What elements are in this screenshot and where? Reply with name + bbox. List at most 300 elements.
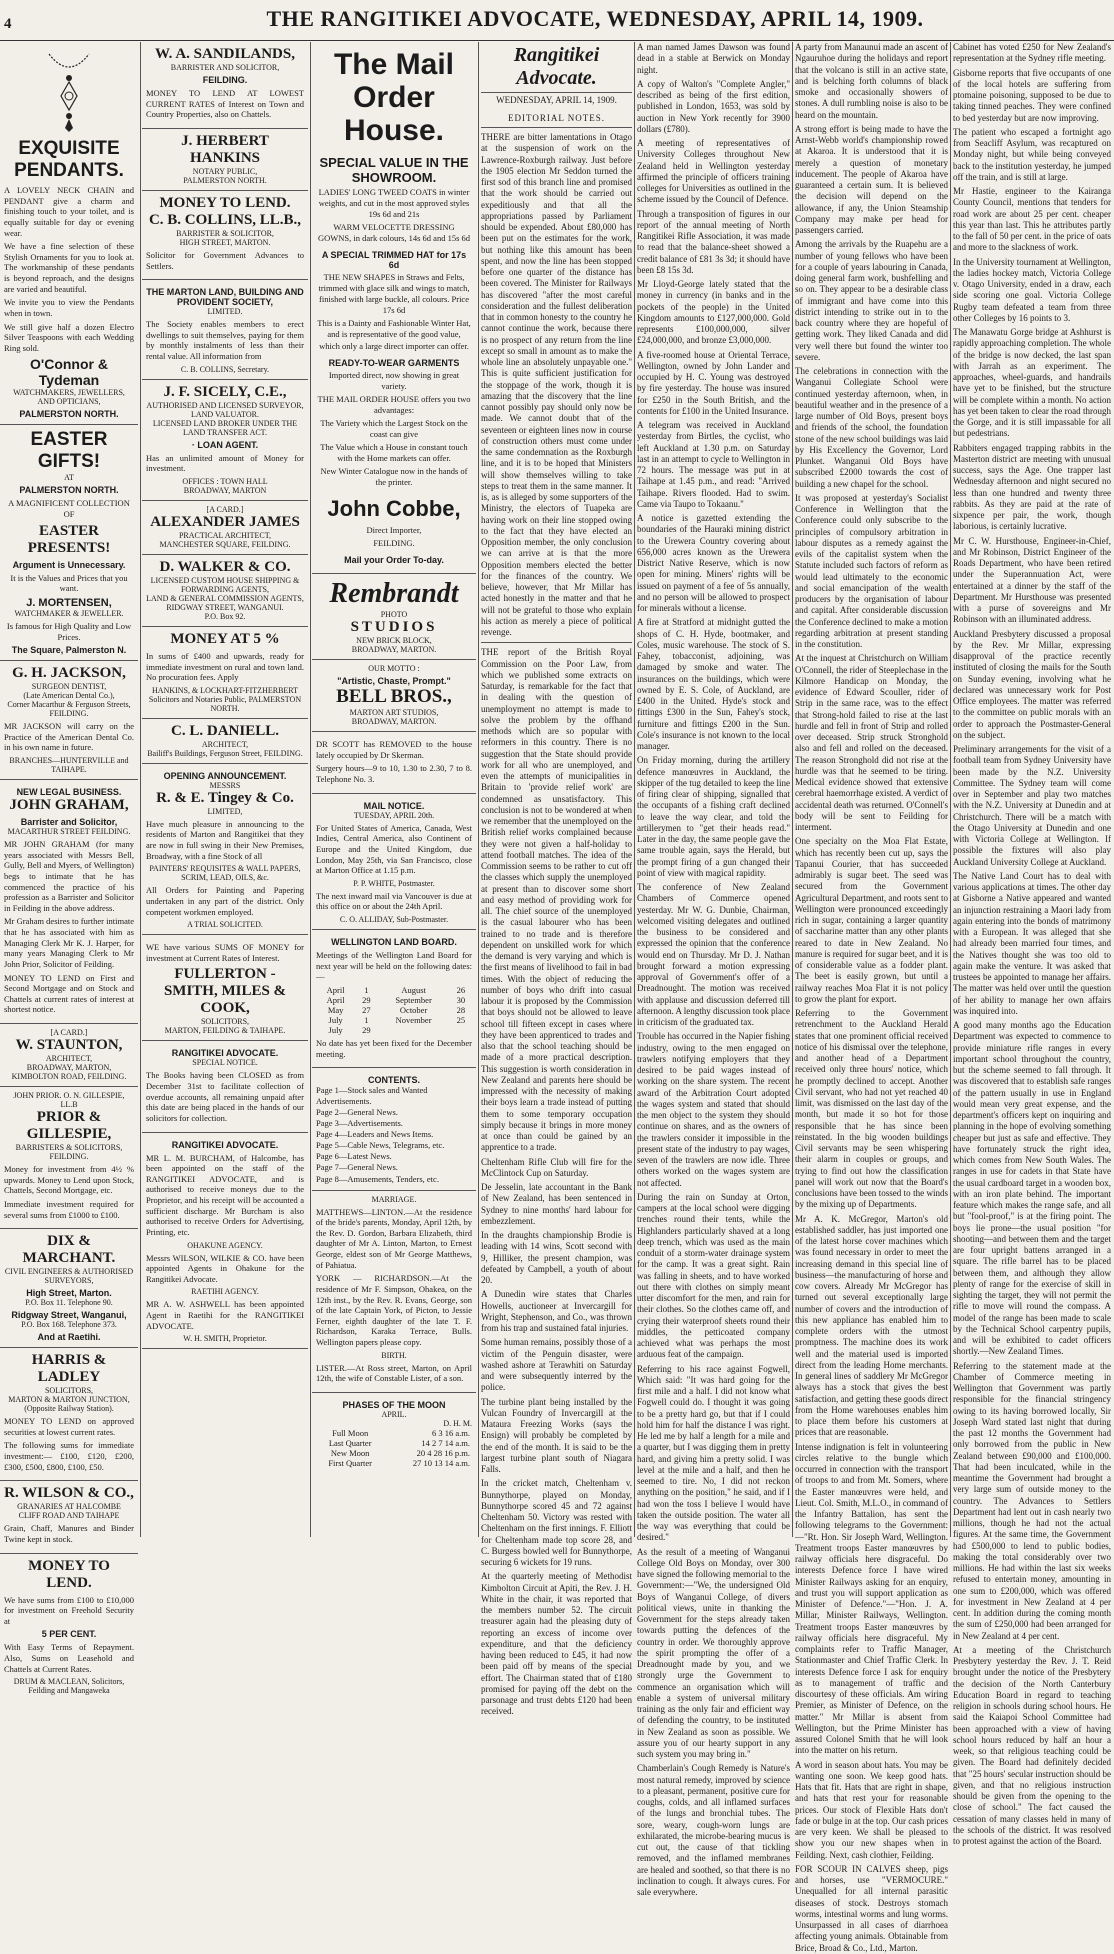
mail-special: SPECIAL VALUE IN THE SHOWROOM. bbox=[319, 155, 469, 185]
mail-item: THE MAIL ORDER HOUSE offers you two advantages: bbox=[317, 393, 471, 415]
contents-box bbox=[312, 1068, 476, 1190]
birth-heading: BIRTH. bbox=[381, 1350, 407, 1360]
table-cell: 6 3 16 a.m. bbox=[431, 1427, 470, 1438]
news-paragraph: Among the arrivals by the Ruapehu are a number of young fellows who have been for a couple of years labouring in Canada, doing general farm work, bushfelling and so on. They appear to be a desirable class of immigrant and have come into this district intending to strike out in to the back country where they are hopeful of getting work. They liked Canada and did very well there but found the winter too severe. bbox=[795, 239, 948, 362]
fullerton-ad bbox=[142, 935, 308, 1041]
news-paragraph: A notice is gazetted extending the boundaries of the Hauraki mining district to the Urewera Country covering about 656,000 acres known as the Urewera District Native Reserve, which is now open for mining. Miners' rights will be issued on payment of a fee of 5s annually, and no person will be allowed to prospect for minerals without a license. bbox=[637, 513, 790, 613]
prior-heading: PRIOR & GILLESPIE, bbox=[26, 1109, 112, 1142]
news-paragraph: A word in season about hats. You may be wanting one soon. We keep good hats. Hats that fit. Hats that are right in shape, and hats that rest your for reasonable prices. Our stock of Flexible Hats don't fade or bulge in at the top. Our cash prices are very keen. We shall be pleased to show you our new shapes when in Feilding. Next, cash clothier, Feilding. bbox=[795, 1759, 948, 1860]
daniell-place: Bailiff's Buildings, Ferguson Street, FEILDING. bbox=[147, 748, 303, 758]
page-number: 4 bbox=[4, 16, 12, 32]
paper-date: WEDNESDAY, APRIL 14, 1909. bbox=[481, 92, 632, 105]
mail-item: WARM VELOCETTE DRESSING GOWNS, in dark colours, 14s 6d and 15s 6d bbox=[317, 222, 471, 244]
mail-notice-sign: C. O. ALLIDAY, Sub-Postmaster. bbox=[339, 915, 449, 924]
mortensen-trade: WATCHMAKER & JEWELLER. bbox=[14, 608, 124, 618]
tingey-top: OPENING ANNOUNCEMENT. bbox=[163, 770, 287, 781]
table-cell: 25 bbox=[456, 1014, 466, 1025]
easter-gifts-ad bbox=[0, 425, 138, 661]
alexander-place: MANCHESTER SQUARE, FEILDING. bbox=[159, 539, 291, 549]
land-board-body: Meetings of the Wellington Land Board for next year will be held on the following dates:— bbox=[316, 950, 472, 982]
money5-firm: HANKINS, & LOCKHART-FITZHERBERT bbox=[151, 685, 299, 695]
moon-cols: D. H. M. bbox=[443, 1418, 472, 1428]
hankins-place: PALMERSTON NORTH. bbox=[183, 175, 267, 185]
scott-ad bbox=[312, 732, 476, 794]
building-society-ad bbox=[142, 280, 308, 380]
news-paragraph: A telegram was received in Auckland yesterday from Birtles, the cyclist, who left Auckland at 1.30 p.m. on Saturday last in an attempt to cycle to Wellington in 72 hours. The message was put in at Taihape at 1.45 p.m., and read: "Arrived Taihape. Rivers flooded. Had to swim. Came via Taupo to Tokaanu." bbox=[637, 420, 790, 509]
land-board-table bbox=[316, 985, 472, 1035]
news-paragraph: Through a transposition of figures in our report of the annual meeting of North Rangitikei Rifle Association, it was made to read that the balance-sheet showed a credit balance of £81 3s 3d; it should have been £8 15s 3d. bbox=[637, 208, 790, 275]
jackson-heading: G. H. JACKSON, bbox=[12, 665, 126, 682]
special-notice-ad bbox=[142, 1041, 308, 1132]
news-paragraph: A Dunedin wire states that Charles Howells, auctioneer at Invercargill for Wright, Stephenson, and Co., was thrown from his trap and sustained fatal injuries. bbox=[481, 1289, 632, 1333]
news-paragraph: Gisborne reports that five occupants of one of the local hotels are suffering from ptomaine poisoning, supposed to be due to taking tinned peaches. They were confined to bed yesterday but are now improving. bbox=[953, 67, 1111, 123]
graham-address: MACARTHUR STREET FEILDING. bbox=[7, 827, 131, 836]
news-paragraph: Referring to his race against Fogwell, Which said: "It was hard going for the first mile and a half. I did not know what Fogwell could do. I thought it was going to be a pretty hard go, but that if I could hold him for half the distance I was right. He led me by half a length for a mile and a quarter, but I was digging them in pretty hard, and giving him a pretty solid. I was level at the mile and a half, and then he seemed to tire. No, I did not reckon anything on the position," he said, and if I had won the toss I believe I would have taken the outside position. The water all the way was everything that could be desired." bbox=[637, 1363, 790, 1543]
contents-item: Page 5—Cable News, Telegrams, etc. bbox=[316, 1140, 445, 1151]
fullerton-sub: SOLICITORS, bbox=[200, 1017, 250, 1027]
harris-body: The following sums for immediate investment:— £100, £120, £200, £300, £500, £800, £100, £50. bbox=[4, 1440, 134, 1472]
sicely-office: OFFICES : TOWN HALL bbox=[182, 476, 268, 486]
news-paragraph: The conference of New Zealand Chambers of Commerce opened yesterday. Mr W. G. Dunbie, Chairman, welcomed visiting delegates and outlined the business to be considered and expressed the opinion that the conference would end on Thursday. Mr D. J. Nathan brought forward a motion expressing approval of Government's offer of a Dreadnought. The motion was received with applause and discussion deferred till afternoon. A lengthy discussion took place in criticism of the graduated tax. bbox=[637, 882, 790, 1027]
jackson-address: Corner Macarthur & Ferguson Streets, FEILDING. bbox=[7, 700, 131, 719]
walker-heading: D. WALKER & CO. bbox=[159, 558, 291, 575]
news-paragraph: The Native Land Court has to deal with various applications at times. The other day at Gisborne a Native appeared and wanted an injunction restraining a Maori lady from again entering into the bonds of matrimony with a European. It was alleged that she had already been married four times, and the Natives thought she was too old to again make the venture. It was asked that trustees be appointed to manage her affairs. The matter was held over until the question of her ability to manage her own affairs was inquired into. bbox=[953, 870, 1111, 1016]
mail-item: New Winter Catalogue now in the hands of the printer. bbox=[320, 465, 468, 487]
bell-motto: "Artistic, Chaste, Prompt." bbox=[337, 676, 451, 687]
column-2-ads bbox=[142, 42, 308, 1537]
column-1-ads bbox=[0, 42, 138, 1696]
news-paragraph: A copy of Walton's "Complete Angler," described as being of the first edition, published in London, 1653, was sold by auction in New York recently for 3900 dollars (£780). bbox=[637, 78, 790, 134]
news-paragraph: The patient who escaped a fortnight ago from Seacliff Asylum, was recaptured on Monday night, but while being conveyed back to the institution yesterday, he jumped off the train, and is still at large. bbox=[953, 126, 1111, 182]
column-rule bbox=[310, 42, 311, 1537]
table-cell: 29 bbox=[362, 1024, 371, 1035]
news-paragraph: Auckland Presbytery discussed a proposal by the Rev. Mr Millar, expressing disapproval of the practice recently instituted of closing the mails for the South on Sunday evening, involving what he declared was unnecessary work for Post Office employees. The matter was referred to the committee on public morals with an order to approach the Postmaster-General on the subject. bbox=[953, 628, 1111, 740]
news-paragraph: Preliminary arrangements for the visit of a football team from Sydney University have been made by the N.Z. University Committee. The Sydney team will come over in September and play two matches with the N.Z. University at Dunedin and at Christchurch. There will be a match with the Otago University at Dunedin and one with Victoria College at Wellington. If possible the fixtures will also play Auckland University College at Auckland. bbox=[953, 744, 1111, 867]
mail-notice-body: The next inward mail via Vancouver is due at this office on or about the 24th April. bbox=[316, 890, 472, 912]
tingey-body: PAINTERS' REQUISITES & WALL PAPERS, SCRIM, LEAD, OILS, &c. bbox=[149, 864, 301, 883]
money-firm: DRUM & MACLEAN, Solicitors, Feilding and Mangaweka bbox=[13, 1677, 125, 1696]
news-body bbox=[953, 42, 1111, 1847]
column-5-news bbox=[637, 42, 790, 1897]
news-paragraph: The celebrations in connection with the Wanganui Collegiate School were continued yesterday afternoon, when, in beautiful weather and in the presence of a large number of Old Boys, present boys and friends of the school, the foundation stone of the new school buildings was laid by His Excellency the Governor, Lord Plunket. Wanganui Old Boys have subscribed £2000 towards the cost of building a new chapel for the school. bbox=[795, 366, 948, 489]
news-paragraph: Mr Lloyd-George lately stated that the money in currency (in banks and in the pockets of the people) in the United Kingdom amounts to £127,000,000. Gold represents £100,000,000, silver £24,000,000, and bronze £3,000,000. bbox=[637, 279, 790, 346]
table-row bbox=[316, 985, 472, 995]
notice-sub: SPECIAL NOTICE. bbox=[192, 1058, 258, 1068]
marriage-notices bbox=[312, 1191, 476, 1393]
news-paragraph: Rabbiters engaged trapping rabbits in the Masterton district are meeting with unusual success, says the Age. One trapper last Wednesday afternoon and night secured no less than one hundred and twenty three rabbits. As they are paid at the rate of sixpence per pair, the work, though laborious, is certainly lucrative. bbox=[953, 442, 1111, 532]
bell-heading: BELL BROS., bbox=[336, 686, 452, 708]
table-cell: 29 bbox=[362, 994, 371, 1005]
cobbe-importer: Direct Importer, bbox=[366, 525, 422, 536]
table-cell: 28 bbox=[456, 1004, 466, 1015]
mail-notice-date: TUESDAY, APRIL 20th. bbox=[353, 810, 435, 820]
pendants-ad bbox=[0, 42, 138, 425]
news-paragraph: Cheltenham Rifle Club will fire for the McClintock Cup on Saturday. bbox=[481, 1156, 632, 1178]
daniell-heading: C. L. DANIELL. bbox=[171, 722, 279, 739]
contents-item: Page 4—Leaders and News Items. bbox=[316, 1129, 434, 1140]
table-cell: 14 2 7 14 a.m. bbox=[421, 1437, 470, 1448]
table-cell: 30 bbox=[456, 994, 466, 1005]
ohakune-body: Messrs WILSON, WILKIE & CO. have been appointed Agents in Ohakune for the Rangitikei Advocate. bbox=[146, 1252, 304, 1284]
card-label: [A CARD.] bbox=[50, 1028, 88, 1037]
divider bbox=[481, 642, 632, 643]
money-rate: 5 PER CENT. bbox=[41, 1629, 97, 1640]
mail-notice-sign: P. P. WHITE, Postmaster. bbox=[353, 878, 435, 888]
daniell-sub: ARCHITECT, bbox=[201, 739, 249, 749]
graham-ad bbox=[0, 780, 138, 1024]
news-body bbox=[795, 42, 948, 1954]
news-paragraph: Some human remains, possibly those of a victim of the Penguin disaster, were washed ashore at Terawhiti on Saturday and were subsequently interred by the police. bbox=[481, 1337, 632, 1393]
table-row bbox=[316, 1428, 472, 1438]
news-paragraph: Referring to the statement made at the Chamber of Commerce meeting in Wellington that Government was partly responsible for the financial stringency owing to its having borrowed locally, Sir Joseph Ward stated last night that during the past 12 months the Government had only borrowed from the public in New Zealand between £90,000 and £100,000. That had been inculcated, while in the meantime the Government had brought a very large sum of outside money to the country. The Advances to Settlers Department had lent out in cash nearly two millions, though he had not the actual figures. At the same time, the Government had £500,000 to lend to public bodies, making the total considerably over two millions. He had within the last six weeks refused to entertain money, amounting in one sum to £200,000, which was offered for investment in New Zealand at 4 per cent. In addition during the coming month the sum of £250,000 had been arranged for in New Zealand at 4 per cent. bbox=[953, 1360, 1111, 1641]
cobbe-place: FEILDING. bbox=[373, 538, 415, 549]
money-5-ad bbox=[142, 627, 308, 719]
table-cell: July bbox=[328, 1024, 343, 1035]
table-cell: October bbox=[399, 1004, 428, 1015]
table-cell bbox=[378, 1025, 450, 1035]
birth-body: LISTER.—At Ross street, Marton, on April 12th, the wife of Constable Lister, of a son. bbox=[316, 1362, 472, 1384]
contents-item: Page 1—Stock sales and Wanted Advertisements. bbox=[316, 1085, 428, 1107]
table-row bbox=[316, 995, 472, 1005]
table-cell: August bbox=[401, 984, 426, 995]
fullerton-heading: FULLERTON - SMITH, MILES & COOK, bbox=[163, 966, 287, 1017]
editorial-body bbox=[481, 132, 632, 1718]
sicely-sub: LICENSED LAND BROKER UNDER THE LAND TRANSFER ACT. bbox=[152, 418, 298, 437]
news-paragraph: A strong effort is being made to have the Arnst-Webb world's championship rowed at Akaroa. It is understood that it is merely a question of monetary inducement. The people of Akaroa have guaranteed a certain sum. It is believed the decision will depend on the allowance, if any, the Union Steamship Company may make per head for passengers carried. bbox=[795, 123, 948, 235]
mail-notice-body: For United States of America, Canada, West Indies, Central America, also Continent of Europe and the United Kingdom, due London, May 25th, via San Francisco, close at Marton Office at 1.15 p.m. bbox=[316, 822, 472, 876]
money-body: We have sums from £100 to £10,000 for investment on Freehold Security at bbox=[4, 1594, 134, 1626]
moon-heading: PHASES OF THE MOON bbox=[342, 1399, 446, 1410]
table-row bbox=[316, 1015, 472, 1025]
column-rule bbox=[634, 42, 635, 1537]
table-row bbox=[316, 1458, 472, 1468]
prior-names: JOHN PRIOR. O. N. GILLESPIE, LL.B bbox=[13, 1091, 125, 1109]
hankins-sub: NOTARY PUBLIC, bbox=[192, 166, 258, 176]
news-paragraph: Mr C. W. Hursthouse, Engineer-in-Chief, and Mr Robinson, District Engineer of the Roads Department, who have been retired under the Superannuation Act, were entertained at a dinner by the staff of the Department. Mr Hursthouse was presented with a purse of sovereigns and Mr Robinson with an illuminated address. bbox=[953, 535, 1111, 625]
marriage-heading: MARRIAGE. bbox=[371, 1194, 417, 1204]
harris-sub: SOLICITORS, bbox=[44, 1386, 94, 1396]
mail-item: READY-TO-WEAR GARMENTS bbox=[328, 357, 460, 368]
easter-line: Is famous for High Quality and Low Prices. bbox=[6, 620, 132, 642]
table-row bbox=[316, 1438, 472, 1448]
news-paragraph: A good many months ago the Education Department was expected to commence to provide miniature rifle ranges in every important school throughout the country, but the scheme seemed to fall through. It was discovered that to establish safe ranges of the pattern usually in use in England would mean very great expense, and the department's officers kept on inquiring and planning in the hope of evolving something cheaper but just as safe and effective. They have fortunately struck the right idea, which comes from New South Wales. The ranges in use for cadets in that State have the usual cardboard target in a wooden box, with an iron plate behind. The important feature which makes the range safe, and all but "fool-proof," is at the firing point. The boys lie prone—the usual position "for shooting—and between them and the target are four upright battens arranged in a square. The rifle barrel has to be placed between them, and although they allow plenty of range for the exercise of skill in sighting the target, they will not permit the rifle to move will round the compass. A model of the range has been made to scale by the Technical School carpentry pupils, and will be exhibited to cadet officers shortly.—New Zealand Times. bbox=[953, 1020, 1111, 1357]
table-cell: November bbox=[395, 1014, 432, 1025]
prior-sub: BARRISTERS & SOLICITORS, bbox=[15, 1143, 123, 1152]
hankins-ad bbox=[142, 129, 308, 191]
mortensen-name: J. MORTENSEN, bbox=[26, 596, 112, 609]
land-board-note: No date has yet been fixed for the December meeting. bbox=[316, 1037, 472, 1059]
sicely-body: Has an unlimited amount of Money for investment. bbox=[146, 452, 304, 474]
mail-notice bbox=[312, 794, 476, 930]
jackson-sub: SURGEON DENTIST, bbox=[31, 682, 107, 692]
rembrandt-address: NEW BRICK BLOCK, bbox=[356, 636, 432, 646]
column-rule bbox=[478, 42, 479, 1537]
graham-heading: JOHN GRAHAM, bbox=[9, 797, 129, 813]
news-paragraph: Chamberlain's Cough Remedy is Nature's most natural remedy, improved by science to a pleasant, permanent, positive cure for coughs, colds, and all inflamed surfaces of the lungs and bronchial tubes. The sore, weary, cough-worn lungs are exhilarated, the microbe-bearing mucus is cut out, the cause of that tickling removed, and the inflamed membranes are healed and soothed, so that there is no inclination to cough. It always cures. For sale everywhere. bbox=[637, 1763, 790, 1897]
staunton-address: BROADWAY, MARTON, bbox=[26, 1063, 112, 1072]
staunton-address: KIMBOLTON ROAD, FEILDING. bbox=[11, 1072, 127, 1081]
mail-order-house-ad bbox=[312, 42, 476, 574]
news-paragraph: Referring to the Government retrenchment to the Auckland Herald states that one prominent official received notice of his dismissal over the telephone, and another head of a Department received only three hours' notice, which he promptly declined to accept. Another Civil servant, who had not yet reached 40 limit, was dismissed on the last day of the month, but made it so hot for those responsible that he has since been reinstated. In the big wooden buildings Civil servants may be seen whispering their alarm in couples or groups, and trying to find out how the classification panel will work out now that the Board's conclusions have been tossed to the winds by the mixing up of Departments. bbox=[795, 1008, 948, 1210]
table-cell: September bbox=[395, 994, 432, 1005]
news-paragraph: Mr Hastie, engineer to the Kairanga County Council, mentions that tenders for road work are about 25 per cent. cheaper this year than last. This he attributes partly to the fall of 50 per cent. in the price of oats and more to the slackness of work. bbox=[953, 186, 1111, 253]
dix-address: Ridgway Street, Wanganui, bbox=[11, 1310, 127, 1321]
easter-heading: EASTER GIFTS! bbox=[30, 429, 108, 473]
walker-ad bbox=[142, 555, 308, 627]
easter-place: PALMERSTON NORTH. bbox=[19, 485, 119, 496]
contents-item: Page 2—General News. bbox=[316, 1107, 398, 1118]
column-4-editorial bbox=[481, 42, 632, 1717]
wilson-ad bbox=[0, 1481, 138, 1553]
sicely-loan: · LOAN AGENT. bbox=[191, 439, 259, 450]
staunton-sub: ARCHITECT, bbox=[45, 1054, 93, 1063]
building-sub: LIMITED. bbox=[207, 307, 243, 317]
column-3-ads bbox=[312, 42, 476, 1537]
notice-body: MR L. M. BURCHAM, of Halcombe, has been appointed on the staff of the RANGITIKEI ADVOCATE, and is authorised to receive moneys due to the Proprietor, and his receipt will be accounted a sufficient discharge. Mr Burcham is also authorised to receive Orders for Advertising, Printing, etc. bbox=[146, 1152, 304, 1237]
dix-box: P.O. Box 11. Telephone 90. bbox=[25, 1298, 113, 1308]
prior-place: FEILDING. bbox=[49, 1152, 89, 1161]
dix-heading: DIX & MARCHANT. bbox=[22, 1233, 116, 1267]
walker-box: P.O. Box 92. bbox=[204, 611, 246, 621]
jackson-body: MR JACKSON will carry on the Practice of the American Dental Co. in his own name in future. bbox=[4, 721, 134, 753]
money-to-lend-ad bbox=[0, 1554, 138, 1701]
dix-marchant-ad bbox=[0, 1229, 138, 1348]
money5-body: In sums of £400 and upwards, ready for immediate investment on rural and town land. No procuration fees. Apply bbox=[146, 650, 304, 683]
ohakune-heading: OHAKUNE AGENCY. bbox=[187, 1240, 263, 1250]
cobbe-name: John Cobbe, bbox=[327, 496, 461, 522]
tingey-sub: LIMITED, bbox=[207, 806, 243, 816]
table-cell: 27 bbox=[362, 1004, 371, 1015]
wilson-sub: CLIFF ROAD AND TAIHAPE bbox=[18, 1511, 120, 1521]
pendants-body: We still give half a dozen Electro Silver Teaspoons with each Wedding Ring sold. bbox=[4, 321, 134, 353]
bell-sub: MARTON ART STUDIOS, bbox=[349, 708, 439, 718]
news-paragraph: Mr A. K. McGregor, Marton's old established saddler, has just imported one of the latest horse cover machines which was found necessary in order to meet the increasing demand in this special line of business—the manufacturing of horse and cow covers. Already Mr McGregor has turned out several exceptionally large number of covers and the introduction of this new appliance has enabled him to complete orders with the utmost promptness. The machine does its work well and the material used is imported direct from the leading Home merchants. In general lines of saddlery Mr McGregor always has a stock that gives the best satisfaction, and getting these goods direct from the Home warehouses enables him to place them before his customers at prices that are reasonable. bbox=[795, 1213, 948, 1438]
mail-notice-heading: MAIL NOTICE. bbox=[363, 800, 425, 811]
easter-line: Argument is Unnecessary. bbox=[12, 559, 126, 570]
bell-place: BROADWAY, MARTON. bbox=[351, 717, 437, 727]
sandilands-ad bbox=[142, 42, 308, 129]
news-paragraph: De Jesselin, late accountant in the Bank of New Zealand, has been sentenced in Sydney to nine months' hard labour for embezzlement. bbox=[481, 1182, 632, 1226]
money-body: With Easy Terms of Repayment. Also, Sums on Leasehold and Chattels at Current Rates. bbox=[4, 1642, 134, 1674]
marriage-body: YORK — RICHARDSON.—At the residence of Mr F. Simpson, Ohakea, on the 12th inst., by the Rev. R. Evans, George, son of the late Captain York, of Picton, to Jessie Ferner, eighth daughter of the late T. F. Richardson, Karaka Terrace, Bulls. Wellington papers please copy. bbox=[316, 1273, 472, 1348]
card-label: [A CARD.] bbox=[206, 504, 244, 514]
tingey-body: Have much pleasure in announcing to the residents of Marton and Rangitikei that they are now in full swing in their New Premises, Broadway, with a fine Stock of all bbox=[146, 818, 304, 861]
contents-item: Page 7—General News. bbox=[316, 1162, 398, 1173]
sandilands-heading: W. A. SANDILANDS, bbox=[155, 46, 295, 62]
land-board-heading: WELLINGTON LAND BOARD. bbox=[331, 937, 457, 947]
news-paragraph: A party from Manaunui made an ascent of Ngauruhoe during the holidays and report that the volcano is still in an active state, and is belching forth columns of black smoke and occasionally showers of stones. A dull rumbling noise is also to be heard on the mountain. bbox=[795, 42, 948, 120]
news-paragraph: Intense indignation is felt in volunteering circles relative to the bungle which occurred in connection with the transport of troops to and from Mt. Somers, where the Easter manœuvres were held, and Lieut. Col. Smith, M.L.O., in command of the Infantry Battalion, has sent the following telegrams to the Government:—"Rt. Hon. Sir Joseph Ward, Wellington. Treatment troops Easter manœuvres by railway officials here disgraceful. Do interests Defence force I have wired Minister Railways asking for an enquiry, and trust you will support application as Minister of Defence."—"Hon. J. A. Millar, Minister Railways, Wellington. Treatment troops Easter manœuvres by railway officials here disgraceful. My complaints refer to Traffic Manager, Stationmaster and Chief Traffic Clerk. In interests Defence force I ask for enquiry as to management of traffic and discourtesy of these officials. Am wiring Premier, as Minister of Defence, on the matter." Mr Millar is absent from Wellington, but the Prime Minister has assured Colonel Smith that he will look into the matter on his return. bbox=[795, 1441, 948, 1756]
column-rule bbox=[140, 42, 141, 1537]
news-paragraph: As the result of a meeting of Wanganui College Old Boys on Monday, over 300 have signed the following memorial to the Government:—"We, the undersigned Old Boys of Wanganui College, of divers political views, unite in thanking the Government for the steps already taken towards putting the defences of the country in order. We thoroughly approve the spirit prompting the offer of a Dreadnought made by you, and we strongly urge the Government to commence an organisation which will enable a system of universal military training as the only fair and efficient way of defending the country, to be instituted in New Zealand as soon as possible. We assure you of our hearty support in any such system you may bring in." bbox=[637, 1546, 790, 1759]
collins-sub: BARRISTER & SOLICITOR, bbox=[176, 228, 274, 238]
column-6-news bbox=[795, 42, 948, 1953]
news-paragraph: THERE are bitter lamentations in Otago at the suspension of work on the Lawrence-Roxburgh railway. Just before the 1905 election Mr Seddon turned the first sod of this branch line and promised that the work should be carried out expeditiously and that all the appropriations passed by Parliament should be expended. About £80,000 has been put on the estimates for the work, but nothing like this amount has been spent, and now the line has been stopped before one quarter of the distance has been covered. The Minister for Railways has discovered "after the most careful consideration and the fullest deliberation that in common honesty to the country he cannot continue the work, because there is no prospect of any return from the line except so small in amount as to make the whole line an absolutely unpayable one." This is quite sufficient justification for the stoppage of the work, though it is amazing that the discovery that the line cannot possibly pay should only now be made. We cannot doubt that of the seventeen or eighteen lines now in course of construction others must come under the same condemnation as the Roxburgh line, and it is to be hoped that Ministers will show themselves willing to take steps to treat them in the same manner. It is, as is alleged by some supporters of the Ministry, the electors of Tuapeka are having work on their line stopped owing to the fact that they have elected an Opposition member, the only conclusion we can arrive at is that the more Opposition members elected the better for the finances of the country. We believe, however, that Mr Millar has acted honestly in the matter and that he will not be grateful to those who explain his action as merely a piece of political revenge. bbox=[481, 132, 632, 637]
table-cell bbox=[450, 1025, 472, 1035]
news-paragraph: In the draughts championship Brodie is leading with 14 wins, Scott second with 9, Hilliker, the present champion, was defeated by Campbell, a youth of about 20. bbox=[481, 1230, 632, 1285]
fullerton-body: WE have various SUMS OF MONEY for investment at Current Rates of Interest. bbox=[146, 942, 304, 963]
moon-table bbox=[316, 1428, 472, 1468]
moon-phases bbox=[312, 1393, 476, 1473]
mail-item: LADIES' LONG TWEED COATS in winter weights, and cut in the most approved styles 19s 6d and 21s bbox=[318, 187, 470, 220]
pendants-body: We have a fine selection of these Stylish Ornaments for you to look at. The workmanship of these pendants is beyond reproach, and the designs are varied and beautiful. bbox=[4, 241, 134, 294]
moon-month: APRIL. bbox=[381, 1409, 407, 1419]
contents-item: Page 8—Amusements, Tenders, etc. bbox=[316, 1173, 439, 1184]
news-paragraph: At a meeting of the Christchurch Presbytery yesterday the Rev. J. T. Reid brought under the notice of the Presbytery the decision of the North Canterbury Education Board in regard to teaching religion in schools during school hours. He said the Kaiapoi School Committee had been approached with a view of having school hours reduced by half an hour a week, so that religious teaching could be given. The Board had definitely decided that "25 hours' secular instruction should be given, and that no religious instruction should be given from the opening to the close of school." The fact caused the cessation of many classes held in many of the schools of the district. It was resolved to protest against the action of the Board. bbox=[953, 1644, 1111, 1846]
land-board-notice bbox=[312, 930, 476, 1068]
mail-item: A SPECIAL TRIMMED HAT for 17s 6d bbox=[321, 250, 467, 271]
dix-address: High Street, Marton. bbox=[26, 1288, 112, 1299]
mail-order-title: The Mail bbox=[333, 48, 454, 81]
sandilands-place: FEILDING. bbox=[202, 75, 248, 85]
editorial-heading: EDITORIAL NOTES. bbox=[508, 113, 605, 123]
easter-presents: EASTER PRESENTS! bbox=[27, 522, 111, 556]
bell-bros-ad bbox=[312, 660, 476, 732]
harris-heading: HARRIS & LADLEY bbox=[31, 1352, 107, 1386]
notice-heading: RANGITIKEI ADVOCATE. bbox=[171, 1048, 279, 1059]
tingey-body: All Orders for Painting and Papering undertaken in any part of the district. Only competent workmen employed. bbox=[146, 885, 304, 917]
graham-sub: Barrister and Solicitor, bbox=[20, 817, 118, 827]
table-cell: May bbox=[327, 1004, 344, 1015]
marriage-body: MATTHEWS—LINTON.—At the residence of the bride's parents, Monday, April 12th, by the Rev. D. Gordon, Barbara Elizabeth, third daughter of Mr A. Linton, Marton, to Ernest George, eldest son of Mr George Matthews, of Pahiatua. bbox=[316, 1206, 472, 1270]
sicely-sub: LAND VALUATOR. bbox=[190, 409, 259, 419]
table-cell: 26 bbox=[456, 984, 466, 995]
masthead-title: THE RANGITIKEI ADVOCATE, WEDNESDAY, APRIL 14, 1909. bbox=[266, 6, 924, 31]
mail-order-title: Order House. bbox=[343, 81, 445, 147]
paper-title-block bbox=[481, 42, 632, 128]
tingey-ad bbox=[142, 764, 308, 935]
tingey-messrs: MESSRS bbox=[209, 780, 241, 790]
money5-sub: Solicitors and Notaries Public, PALMERSTON NORTH. bbox=[148, 694, 302, 713]
table-row bbox=[316, 1005, 472, 1015]
column-rule bbox=[950, 42, 951, 1537]
contents-heading: CONTENTS. bbox=[367, 1075, 420, 1086]
alexander-heading: ALEXANDER JAMES bbox=[150, 513, 300, 530]
hankins-heading: J. HERBERT HANKINS bbox=[181, 132, 269, 166]
news-paragraph: In the cricket match, Cheltenham v. Bunnythorpe, played on Monday, Bunnythorpe scored 45 and 72 against Cheltenham 50. Victory was rested with Cheltenham on the first innings. F. Elliott for Cheltenham made top score 28, and C. Burgess bowled well for Bunnythorpe, securing 6 wickets for 19 runs. bbox=[481, 1478, 632, 1567]
walker-sub: LICENSED CUSTOM HOUSE SHIPPING & FORWARDING AGENTS, bbox=[150, 575, 300, 594]
raetihi-heading: RAETIHI AGENCY. bbox=[191, 1287, 259, 1297]
news-paragraph: Trouble has occurred in the Napier fishing industry, owing to the men engaged on trawlers notifying employers that they desired to be paid wages instead of working on the share system. The recent award of the Arbitration Court adopted the wages system and stated that should the men object to the system they should continue on shares, and as the owners of the trawlers consider it impossible in the present state of the industry to pay wages, seven of the trawlers are now idle. Three others worked on the wages system are not affected. bbox=[637, 1031, 790, 1188]
collins-top: MONEY TO LEND. bbox=[159, 194, 291, 211]
mail-item: Imported direct, now showing in great variety. bbox=[328, 369, 460, 391]
sicely-heading: J. F. SICELY, C.E., bbox=[163, 383, 287, 400]
rembrandt-ad bbox=[312, 574, 476, 660]
table-cell: July bbox=[328, 1014, 343, 1025]
collins-body: Solicitor for Government Advances to Settlers. bbox=[146, 249, 304, 271]
table-cell: Full Moon bbox=[332, 1427, 369, 1438]
news-paragraph: On Friday morning, during the artillery defence manœuvres in Auckland, the skipper of the tug detailed to keep the line of firing clear of shipping, signalled that the occupants of a fishing craft declined to leave the way clear, and told the artillerymen to "get their heads read." Later in the day, the same people gave the same trouble again, says the Herald, but the prompt firing of a gun changed their point of view with magical rapidity. bbox=[637, 755, 790, 878]
sicely-place: BROADWAY, MARTON bbox=[183, 485, 267, 495]
jackson-branches: BRANCHES—HUNTERVILLE and TAIHAPE. bbox=[9, 756, 129, 774]
money-heading: MONEY TO LEND. bbox=[28, 1557, 110, 1591]
table-cell: 20 4 28 16 p.m. bbox=[416, 1447, 470, 1458]
graham-top: NEW LEGAL BUSINESS. bbox=[16, 787, 122, 797]
alexander-sub: PRACTICAL ARCHITECT, bbox=[178, 530, 271, 540]
wilson-body: Grain, Chaff, Manures and Binder Twine kept in stock. bbox=[4, 1523, 134, 1544]
news-paragraph: FOR SCOUR IN CALVES sheep, pigs and horses, use "VERMOCURE." Unequalled for all internal parasitic diseases of stock. Destroys stomach worms, intestinal worms and lung worms. Unsurpassed in all cases of diarrhoea affecting young animals. Obtainable from Brice, Broad & Co., Ltd., Marton. bbox=[795, 1863, 948, 1953]
easter-at: AT bbox=[64, 473, 74, 483]
masthead bbox=[0, 0, 1114, 41]
news-paragraph: A meeting of representatives of University Colleges throughout New Zealand held in Wellington yesterday affirmed the principle of officers training colleges for Universities as outlined in the scheme issued by the Council of Defence. bbox=[637, 138, 790, 205]
collins-ad bbox=[142, 191, 308, 280]
tingey-heading: R. & E. Tingey & Co. bbox=[156, 789, 294, 806]
table-cell: April bbox=[326, 984, 345, 995]
rembrandt-logo: Rembrandt bbox=[329, 578, 459, 610]
jackson-sub: (Late American Dental Co.), bbox=[23, 691, 115, 701]
prior-body: Immediate investment required for several sums from £1000 to £100. bbox=[4, 1198, 134, 1220]
scott-hours: Surgery hours—9 to 10, 1.30 to 2.30, 7 to 8. Telephone No. 3. bbox=[316, 763, 472, 784]
news-paragraph: In the University tournament at Wellington, the ladies hockey match, Victoria College v. Otago University, ended in a draw, each side scoring one goal. Victoria College Rugby team defeated a team from three other Colleges by 16 points to 3. bbox=[953, 256, 1111, 323]
table-cell: 1 bbox=[364, 1014, 369, 1025]
harris-ladley-ad bbox=[0, 1348, 138, 1481]
graham-body: MONEY TO LEND on First and Second Mortgage and on Stock and Chattels at current rates of interest at shortest notice. bbox=[4, 972, 134, 1015]
daniell-ad bbox=[142, 719, 308, 764]
pendants-body: A LOVELY NECK CHAIN and PENDANT give a charm and finishing touch to your toilet, and is equally suitable for day or evening wear. bbox=[4, 185, 134, 238]
sicely-sub: AUTHORISED AND LICENSED SURVEYOR, bbox=[146, 400, 304, 410]
mail-item: The Variety which the Largest Stock on the coast can give bbox=[320, 417, 468, 439]
news-paragraph: Cabinet has voted £250 for New Zealand's representation at the Sydney rifle meeting. bbox=[953, 42, 1111, 64]
news-paragraph: During the rain on Sunday at Orton, campers at the local school were digging trenches round their tents, while the Highlanders particularly shaved at a long deep trench, which was used as the main conduit of a storm-water drainage system for the camp. It was a great sight. Rain was falling in sheets, and to have worked out there with clothes on simply meant utter discomfort for the men, and rain for their clothes. So the clothes came off, and crying their waterproof sheets round their middles, the petticoated company achieved what was perhaps the most arduous feat of the campaign. bbox=[637, 1191, 790, 1360]
building-heading: THE MARTON LAND, BUILDING AND PROVIDENT SOCIETY, bbox=[146, 287, 304, 308]
mail-item: This is a Dainty and Fashionable Winter Hat, and is representative of the good value, which only a large direct importer can offer. bbox=[317, 318, 471, 351]
dix-sub: CIVIL ENGINEERS & AUTHORISED SURVEYORS, bbox=[4, 1267, 134, 1286]
table-cell: April bbox=[326, 994, 345, 1005]
notice-heading: RANGITIKEI ADVOCATE. bbox=[171, 1139, 279, 1150]
table-row bbox=[316, 1025, 472, 1035]
bell-motto-label: OUR MOTTO : bbox=[368, 664, 420, 674]
burcham-notice-ad bbox=[142, 1133, 308, 1350]
collins-place: HIGH STREET, MARTON. bbox=[179, 237, 271, 247]
notice-body: The Books having been CLOSED as from December 31st to facilitate collection of overdue accounts, all remaining unpaid after this date are being placed in the hands of our solicitors for collection. bbox=[146, 1070, 304, 1123]
staunton-heading: W. STAUNTON, bbox=[15, 1037, 123, 1053]
news-paragraph: The turbine plant being installed by the Vulcan Foundry of Invercargill at the Mataura Freezing Works (says the Ensign) will probably be completed by the end of the month. It is said to be the largest turbine plant south of Niagara Falls. bbox=[481, 1396, 632, 1474]
staunton-ad bbox=[0, 1024, 138, 1087]
wilson-sub: GRANARIES AT HALCOMBE bbox=[17, 1502, 121, 1512]
rembrandt-photo: PHOTO bbox=[380, 610, 408, 620]
news-paragraph: A five-roomed house at Oriental Terrace, Wellington, owned by John Lander and occupied by H. C. Young was destroyed by fire yesterday. The house was insured for £250 in the South British, and the contents for £100 in the United Insurance. bbox=[637, 349, 790, 416]
contents-item: Page 3—Advertisements. bbox=[316, 1118, 403, 1129]
dix-address: And at Raetihi. bbox=[37, 1332, 101, 1343]
cobbe-order: Mail your Order To-day. bbox=[344, 555, 444, 566]
walker-place: RIDGWAY STREET, WANGANUI. bbox=[166, 602, 284, 612]
news-paragraph: One specialty on the Moa Flat Estate, which has recently been cut up, says the Tapanui Courier, that has succeeded admirably is sugar beet. The seed was secured from the Government Agricultural Department, and roots sent to Wellington were pronounced exceedingly rich in sugar, containing a larger quantity of saccharine matter than any other plants reared to date in New Zealand. No manure is required for sugar beet, and it is of considerable value as a fodder plant. The beet is easily grown, but until a railway reaches Moa Flat it is not policy to grow the plant for export. bbox=[795, 836, 948, 1004]
easter-address: The Square, Palmerston N. bbox=[11, 645, 127, 656]
prior-gillespie-ad bbox=[0, 1087, 138, 1229]
rembrandt-address: BROADWAY, MARTON. bbox=[351, 645, 437, 655]
harris-address: MARTON & MARTON JUNCTION, (Opposite Railway Station). bbox=[8, 1395, 130, 1414]
jeweller-name: O'Connor & Tydeman bbox=[30, 356, 108, 389]
pendant-icon bbox=[39, 50, 99, 134]
news-paragraph: A man named James Dawson was found dead in a stable at Berwick on Monday night. bbox=[637, 42, 790, 75]
graham-body: MR JOHN GRAHAM (for many years associated with Messrs Bell, Gully, Bell and Myers, of Wellington) begs to intimate that he has commenced the practice of his profession as a Barrister and Solicitor in Feilding in the above address. bbox=[4, 839, 134, 913]
raetihi-body: MR A. W. ASHWELL has been appointed Agent in Raetihi for the RANGITIKEI ADVOCATE. bbox=[146, 1299, 304, 1331]
mail-item: The Value which a House in constant touch with the Home markets can offer. bbox=[320, 441, 468, 463]
news-paragraph: The Manawatu Gorge bridge at Ashhurst is rapidly approaching completion. The whole of the bridge is now decked, the last span with Jarrah as an experiment. The approaches, wheel-guards, and handrails have yet to be finished, but the structure will be complete within a month. No action has yet been taken to clear the road through the Gorge, and it is still impassable for all but pedestrians. bbox=[953, 327, 1111, 439]
table-cell: New Moon bbox=[330, 1447, 370, 1458]
fullerton-place: MARTON, FEILDING & TAIHAPE. bbox=[164, 1026, 286, 1036]
column-rule bbox=[792, 42, 793, 1537]
mail-item: THE NEW SHAPES in Straws and Felts, trimmed with glace silk and wings to match, finished with large buckle, all colours. Price 17s 6d bbox=[318, 272, 470, 316]
scott-body: DR SCOTT has REMOVED to the house lately occupied by Dr Skerman. bbox=[316, 739, 472, 760]
sandilands-body: MONEY TO LEND AT LOWEST CURRENT RATES of Interest on Town and Country Properties, also on Chattels. bbox=[146, 88, 304, 120]
news-paragraph: A fire at Stratford at midnight gutted the shops of C. H. Hyde, bootmaker, and Coles, music warehouse. The stock of S. Fahey, tobacconist, adjoining, was damaged by smoke and water. The insurances on the buildings, which were owned by E. S. Cole, of Auckland, are £400 in the United. Hyde's stock and fittings £300 in the Sun, Fahey's stock, furniture and fittings £200 in the Sun. Cole's insurance is not known to the local manager. bbox=[637, 617, 790, 751]
table-cell: Last Quarter bbox=[328, 1437, 372, 1448]
graham-body: Mr Graham desires to further intimate that he has associated with him as Managing Clerk Mr K. J. Harper, for many years Managing Clerk to Mr John Prior, Solicitor of Feilding. bbox=[4, 916, 134, 969]
column-7-news bbox=[953, 42, 1111, 1846]
prior-body: Money for investment from 4½ % upwards. Money to Lend upon Stock, Chattels, Second Mortgage, etc. bbox=[4, 1164, 134, 1196]
sandilands-sub: BARRISTER AND SOLICITOR, bbox=[170, 63, 280, 72]
